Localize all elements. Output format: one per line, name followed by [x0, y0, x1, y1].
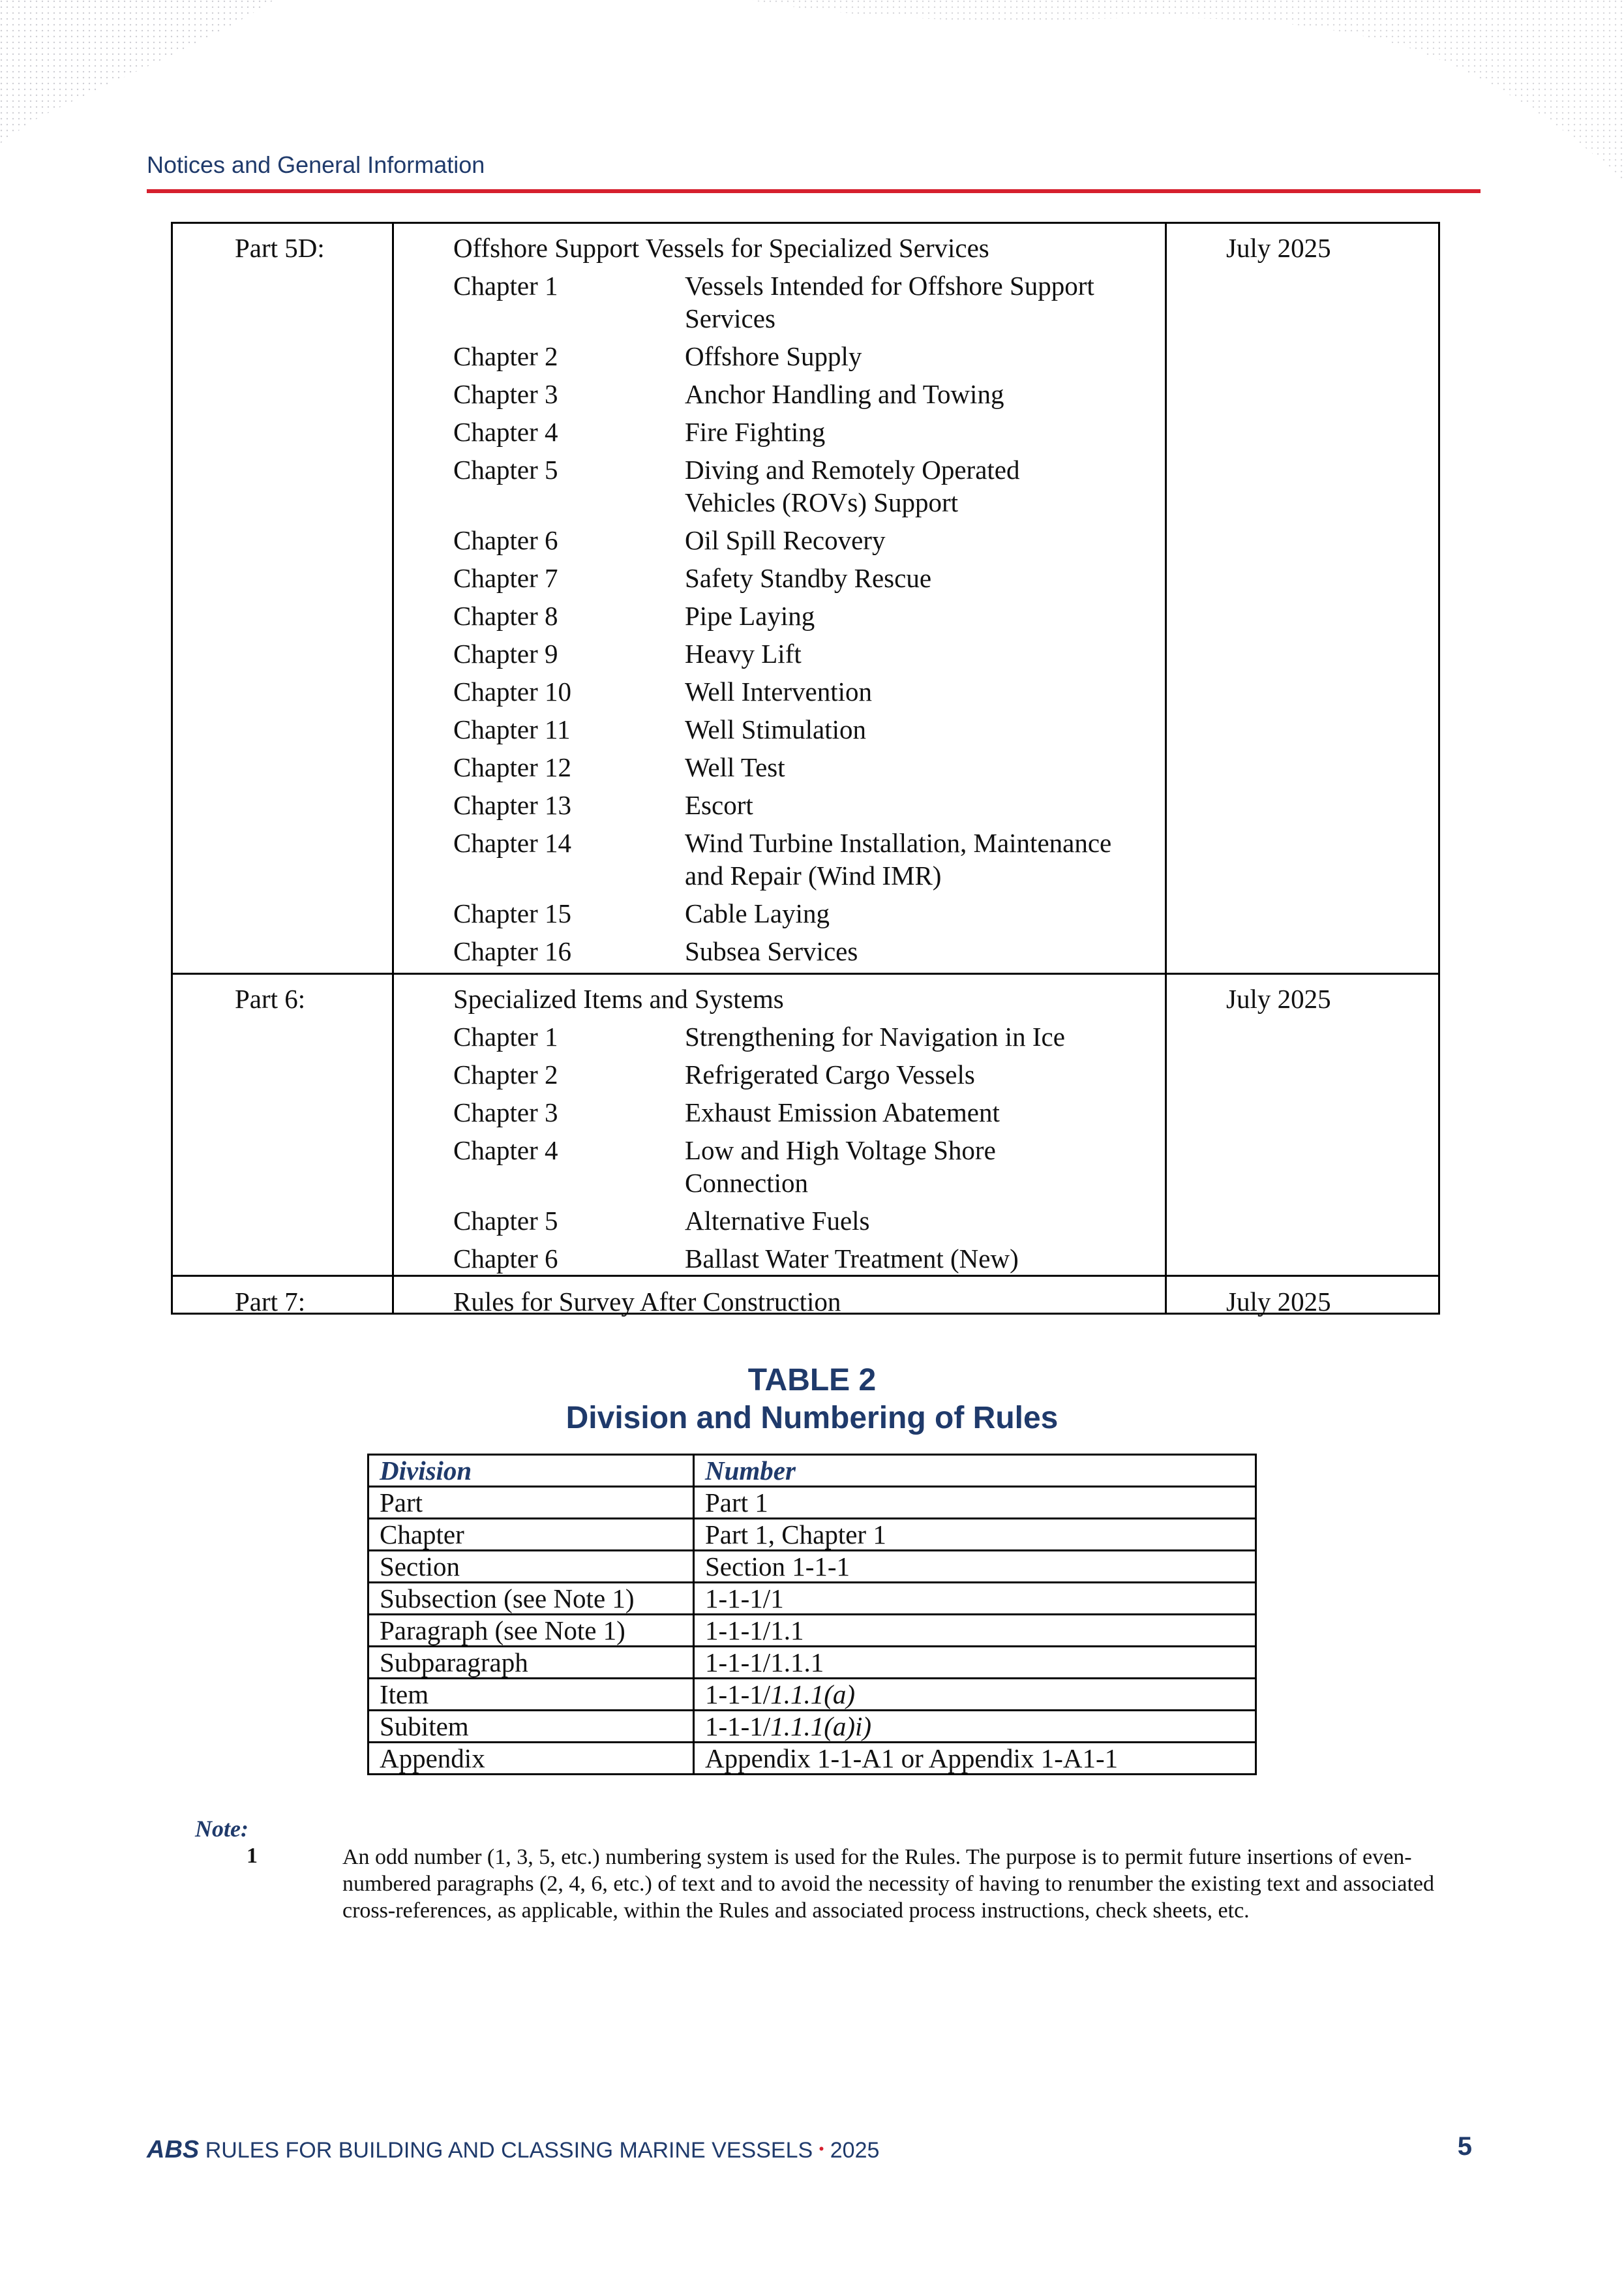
chapter-title: Low and High Voltage Shore: [685, 1135, 996, 1165]
chapter-number: Chapter 2: [453, 1060, 558, 1090]
chapter-number: Chapter 1: [453, 1022, 558, 1052]
note-text: An odd number (1, 3, 5, etc.) numbering system is used for the Rules. The purpose is to permit future insertions of even-numbered paragraphs (2, 4, 6, etc.) of text and to avoid the necessity of having to renumber the existing text and associated cross-references, as applicable, within the Rules and associated process instructions, check sheets, etc.: [342, 1845, 1434, 1923]
part-date: July 2025: [1226, 1287, 1331, 1317]
table-row: [368, 1487, 1256, 1519]
division-cell: Chapter: [368, 1519, 694, 1551]
parts-table: [171, 222, 1440, 1315]
chapter-title: Heavy Lift: [685, 639, 802, 669]
chapter-number: Chapter 13: [453, 790, 572, 820]
chapter-number: Chapter 12: [453, 752, 572, 782]
chapter-number: Chapter 10: [453, 677, 572, 707]
part-date: July 2025: [1226, 233, 1331, 263]
chapter-title: Connection: [685, 1168, 809, 1198]
column-divider: [392, 224, 394, 1313]
part-title: Specialized Items and Systems: [453, 984, 784, 1014]
division-cell: Subsection (see Note 1): [368, 1583, 694, 1615]
table-row: [368, 1615, 1256, 1647]
number-cell: Appendix 1-1-A1 or Appendix 1-A1-1: [694, 1743, 1256, 1775]
division-cell: Item: [368, 1679, 694, 1711]
chapter-title: Vessels Intended for Offshore Support: [685, 271, 1094, 301]
division-cell: Section: [368, 1551, 694, 1583]
chapter-title: Refrigerated Cargo Vessels: [685, 1060, 975, 1090]
table-row: [368, 1519, 1256, 1551]
chapter-number: Chapter 4: [453, 1135, 558, 1165]
note-heading: Note:: [195, 1816, 248, 1842]
chapter-title: Pipe Laying: [685, 601, 815, 631]
chapter-number: Chapter 2: [453, 341, 558, 371]
table-header-row: [368, 1455, 1256, 1487]
chapter-number: Chapter 6: [453, 525, 558, 555]
chapter-title: Alternative Fuels: [685, 1206, 870, 1236]
chapter-number: Chapter 1: [453, 271, 558, 301]
number-cell: [694, 1711, 1256, 1743]
chapter-title: Diving and Remotely Operated: [685, 455, 1020, 485]
chapter-title: Well Intervention: [685, 677, 873, 707]
division-cell: Part: [368, 1487, 694, 1519]
chapter-number: Chapter 9: [453, 639, 558, 669]
table2-caption: Division and Numbering of Rules: [565, 1401, 1059, 1435]
table2-label: TABLE 2: [747, 1363, 877, 1397]
part-label: Part 7:: [235, 1287, 306, 1317]
number-cell: 1-1-1/1.1.1: [694, 1647, 1256, 1679]
number-cell: 1-1-1/1: [694, 1583, 1256, 1615]
chapter-title: Cable Laying: [685, 898, 830, 928]
number-cell: Part 1, Chapter 1: [694, 1519, 1256, 1551]
footer-bullet: •: [819, 2141, 824, 2157]
chapter-title: Exhaust Emission Abatement: [685, 1097, 1000, 1127]
row-divider: [173, 1275, 1438, 1277]
chapter-title: Well Stimulation: [685, 714, 866, 744]
header-divider: [147, 189, 1481, 193]
chapter-number: Chapter 5: [453, 455, 558, 485]
running-header-title: Notices and General Information: [147, 151, 485, 178]
part-date: July 2025: [1226, 984, 1331, 1014]
column-divider: [1165, 224, 1167, 1313]
number-suffix: 1.1.1(a)i): [770, 1711, 872, 1741]
decorative-dot-pattern: [0, 0, 1624, 215]
chapter-title: Escort: [685, 790, 753, 820]
table-row: [368, 1583, 1256, 1615]
number-cell: [694, 1679, 1256, 1711]
division-cell: Subparagraph: [368, 1647, 694, 1679]
part-title: Offshore Support Vessels for Specialized Services: [453, 233, 989, 263]
number-suffix: 1.1.1(a): [770, 1679, 856, 1709]
division-cell: Subitem: [368, 1711, 694, 1743]
part-label: Part 6:: [235, 984, 306, 1014]
footer-year: 2025: [830, 2138, 880, 2163]
chapter-title: Ballast Water Treatment (New): [685, 1243, 1019, 1274]
chapter-title: Safety Standby Rescue: [685, 563, 932, 593]
chapter-number: Chapter 5: [453, 1206, 558, 1236]
table-row: [368, 1551, 1256, 1583]
table-row: [368, 1711, 1256, 1743]
part-label: Part 5D:: [235, 233, 325, 263]
table-row: [368, 1647, 1256, 1679]
part-title: Rules for Survey After Construction: [453, 1287, 841, 1317]
column-header-number: Number: [694, 1455, 1256, 1487]
number-cell: Part 1: [694, 1487, 1256, 1519]
chapter-title: Anchor Handling and Towing: [685, 379, 1004, 409]
chapter-number: Chapter 11: [453, 714, 571, 744]
chapter-title: Fire Fighting: [685, 417, 826, 447]
division-numbering-table: [367, 1454, 1257, 1775]
chapter-title: and Repair (Wind IMR): [685, 861, 942, 891]
table-row: [368, 1679, 1256, 1711]
chapter-title: Services: [685, 303, 775, 333]
row-divider: [173, 973, 1438, 975]
number-prefix: 1-1-1/: [705, 1679, 771, 1709]
chapter-number: Chapter 15: [453, 898, 572, 928]
chapter-title: Offshore Supply: [685, 341, 862, 371]
chapter-title: Subsea Services: [685, 936, 858, 966]
chapter-title: Well Test: [685, 752, 785, 782]
chapter-number: Chapter 16: [453, 936, 572, 966]
number-cell: 1-1-1/1.1: [694, 1615, 1256, 1647]
column-header-division: Division: [368, 1455, 694, 1487]
chapter-number: Chapter 4: [453, 417, 558, 447]
abs-logo: ABS: [147, 2136, 200, 2163]
chapter-number: Chapter 8: [453, 601, 558, 631]
note-number: 1: [247, 1844, 258, 1868]
chapter-title: Wind Turbine Installation, Maintenance: [685, 828, 1112, 858]
chapter-number: Chapter 7: [453, 563, 558, 593]
page-footer: [147, 2136, 879, 2164]
page-number: 5: [1457, 2132, 1472, 2161]
chapter-title: Strengthening for Navigation in Ice: [685, 1022, 1065, 1052]
chapter-number: Chapter 6: [453, 1243, 558, 1274]
chapter-number: Chapter 3: [453, 1097, 558, 1127]
division-cell: Paragraph (see Note 1): [368, 1615, 694, 1647]
table-row: [368, 1743, 1256, 1775]
number-prefix: 1-1-1/: [705, 1711, 771, 1741]
chapter-title: Oil Spill Recovery: [685, 525, 886, 555]
number-cell: Section 1-1-1: [694, 1551, 1256, 1583]
chapter-number: Chapter 14: [453, 828, 572, 858]
chapter-title: Vehicles (ROVs) Support: [685, 487, 959, 517]
footer-title: RULES FOR BUILDING AND CLASSING MARINE VESSELS: [205, 2138, 813, 2163]
chapter-number: Chapter 3: [453, 379, 558, 409]
division-cell: Appendix: [368, 1743, 694, 1775]
